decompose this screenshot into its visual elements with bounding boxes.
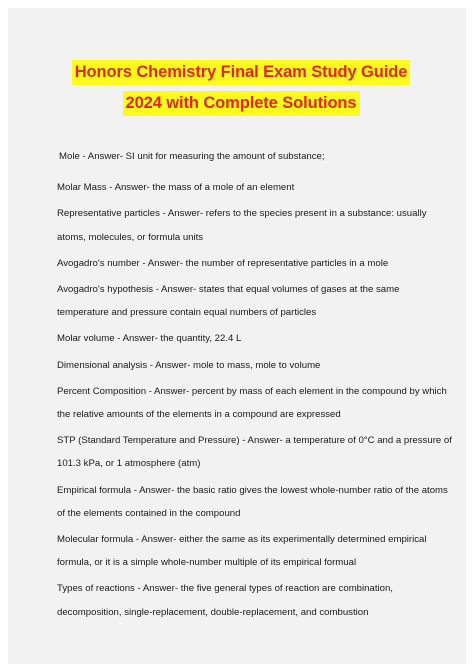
entry-representative-particles: Representative particles - Answer- refers to the species present in a substance: usually atoms, molecules, or formula units — [57, 208, 427, 243]
entry-stp: STP (Standard Temperature and Pressure) - Answer- a temperature of 0°C and a pressure of 101.3 kPa, or 1 atmosphere (atm) — [57, 435, 452, 470]
study-guide-body — [57, 145, 452, 627]
entry-percent-composition: Percent Composition - Answer- percent by mass of each element in the compound by which the relative amounts of the elements in a compound are expressed — [57, 385, 447, 421]
entry-molar-volume: Molar volume - Answer- the quantity, 22.4 L — [57, 333, 242, 345]
document-title — [70, 60, 412, 122]
entry-molecular-formula: Molecular formula - Answer- either the same as its experimentally determined empirical formula, or it is a simple whole-number multiple of its empirical formual — [57, 534, 427, 569]
entry-avogadros-number: Avogadro's number - Answer- the number of representative particles in a mole — [57, 257, 389, 269]
title-line-1: Honors Chemistry Final Exam Study Guide — [72, 60, 411, 85]
title-line-2: 2024 with Complete Solutions — [123, 91, 360, 116]
entry-dimensional-analysis: Dimensional analysis - Answer- mole to mass, mole to volume — [57, 359, 321, 371]
entry-molar-mass: Molar Mass - Answer- the mass of a mole of an element — [57, 182, 295, 194]
entry-mole: Mole - Answer- SI unit for measuring the amount of substance; — [59, 151, 325, 162]
entry-types-of-reactions: Types of reactions - Answer- the five general types of reaction are combination, decomposition, single-replacement, double-replacement, and combustion — [57, 583, 393, 618]
entry-avogadros-hypothesis: Avogadro's hypothesis - Answer- states that equal volumes of gases at the same temperature and pressure contain equal numbers of particles — [57, 284, 400, 319]
document-page — [8, 8, 466, 664]
entry-empirical-formula: Empirical formula - Answer- the basic ratio gives the lowest whole-number ratio of the atoms of the elements contained in the compound — [57, 484, 448, 519]
